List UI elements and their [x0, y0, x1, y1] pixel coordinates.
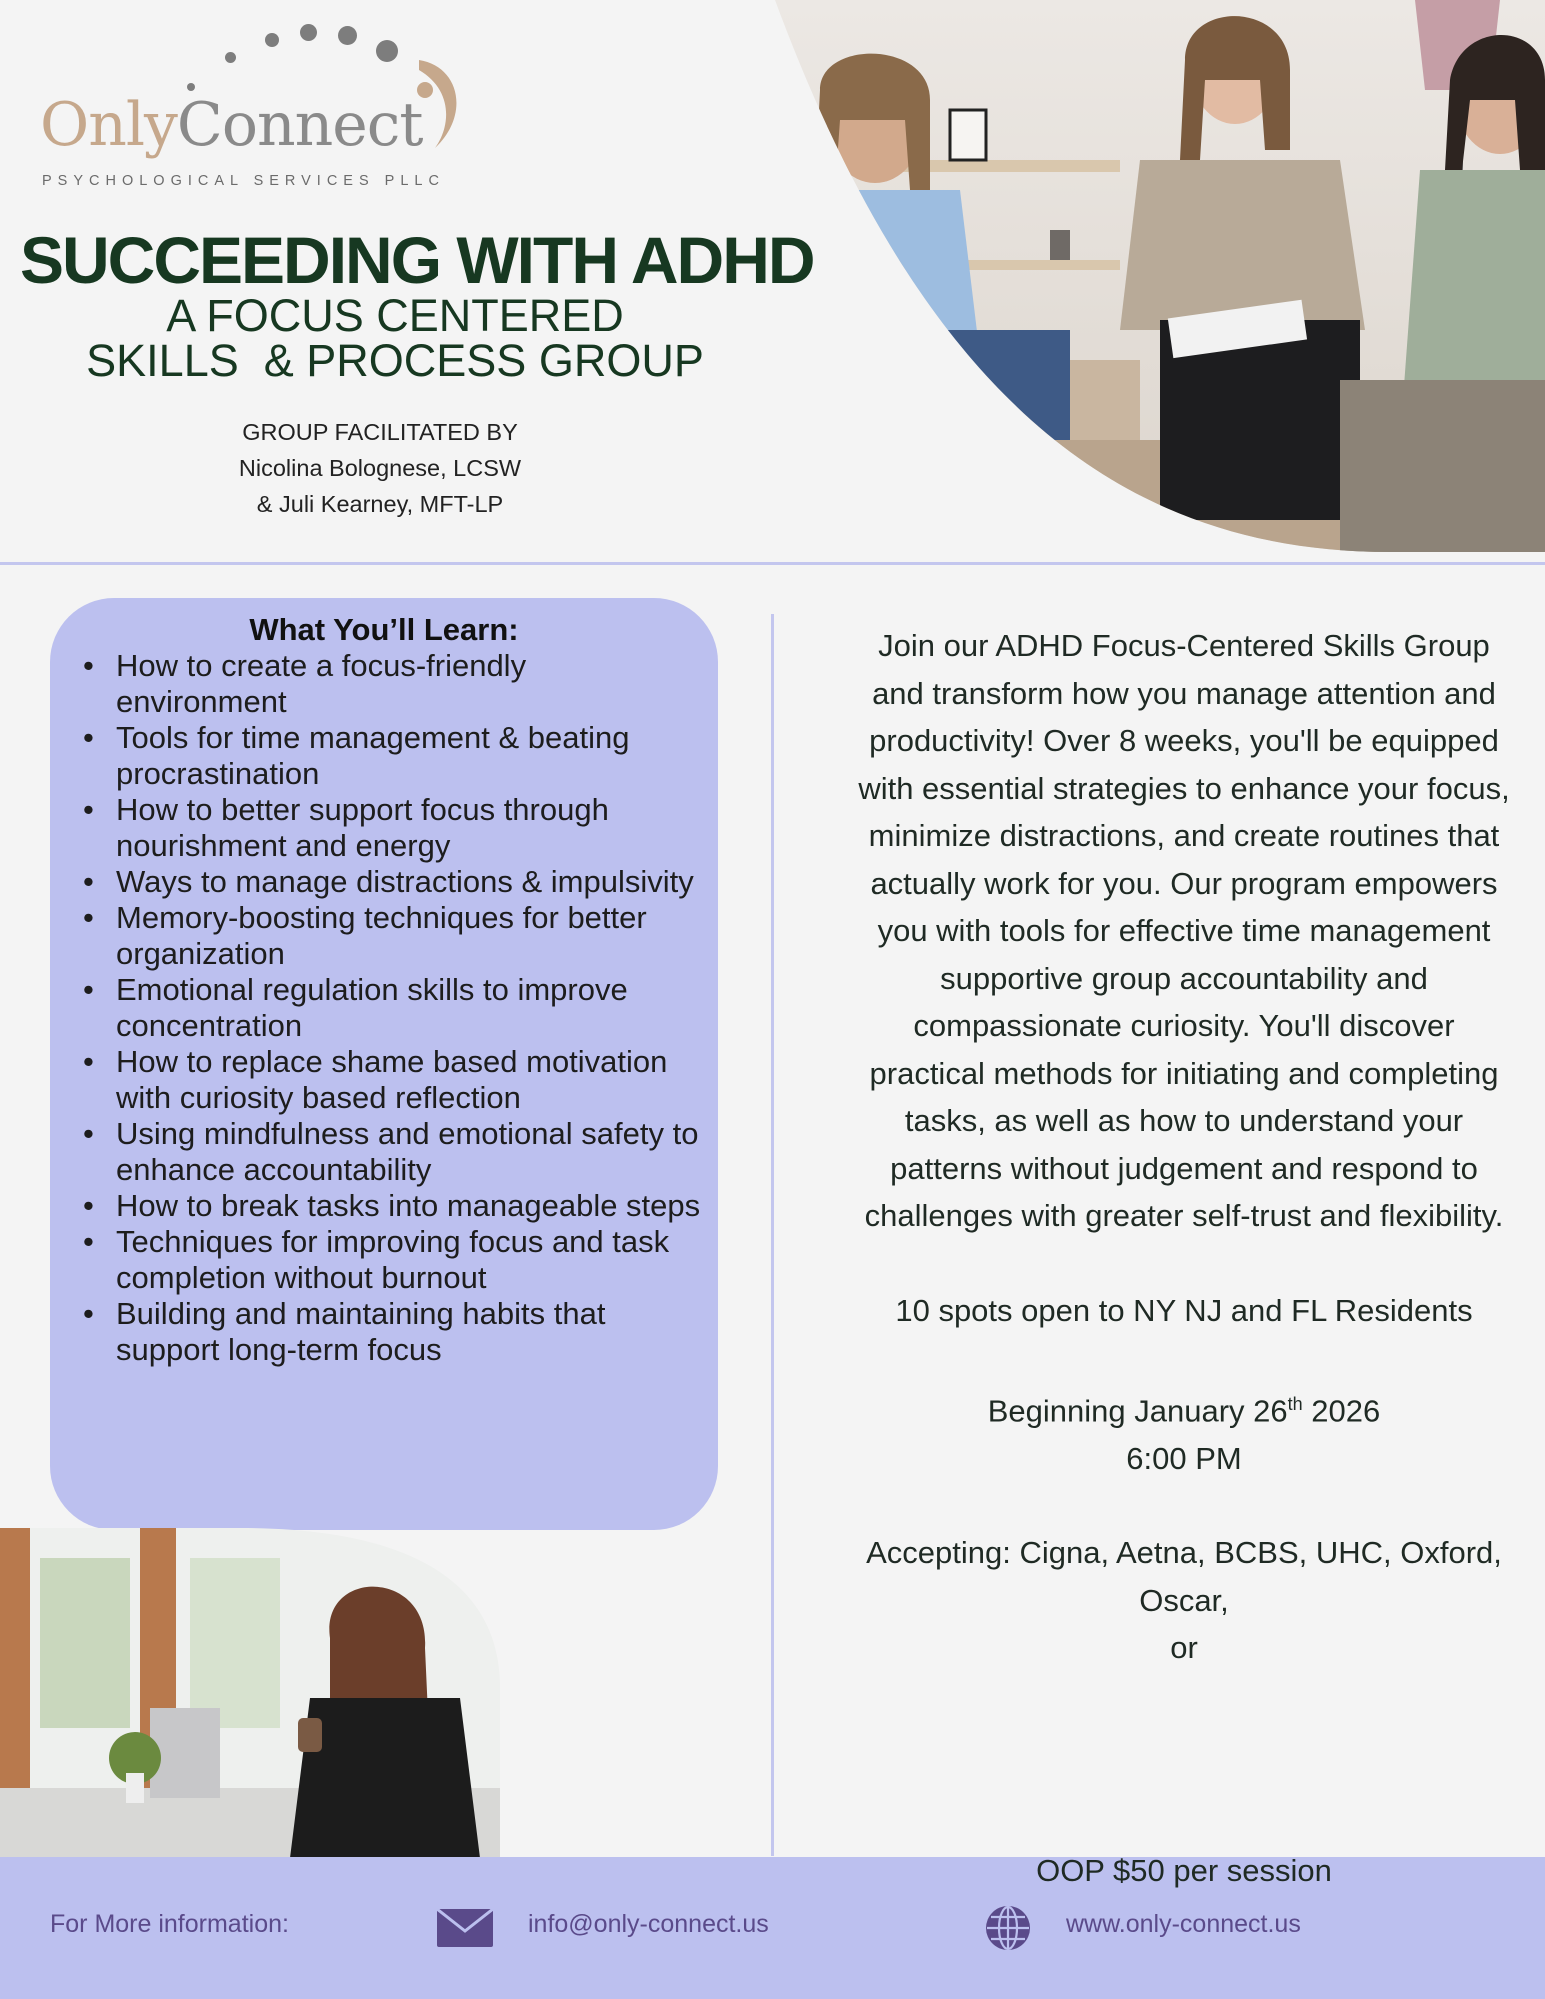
list-item: • How to create a focus-friendly environment [83, 648, 703, 720]
globe-icon [985, 1905, 1031, 1951]
list-item: • Techniques for improving focus and task completion without burnout [83, 1224, 703, 1296]
start-date: Beginning January 26th 2026 [987, 1393, 1381, 1429]
learn-list [83, 648, 703, 1368]
learn-panel [50, 598, 718, 1530]
list-item: • Ways to manage distractions & impulsivity [83, 864, 703, 900]
list-item: • Tools for time management & beating procrastination [83, 720, 703, 792]
logo-subtitle: PSYCHOLOGICAL SERVICES PLLC [42, 173, 445, 189]
woman-working-photo [0, 1528, 500, 1858]
page-title: SUCCEEDING WITH ADHD [20, 223, 814, 297]
logo-dot [225, 52, 236, 63]
group-therapy-photo [700, 0, 1545, 552]
list-item: • Using mindfulness and emotional safety to enhance accountability [83, 1116, 703, 1188]
list-item: • How to replace shame based motivation with curiosity based reflection [83, 1044, 703, 1116]
list-item: • How to better support focus through nourishment and energy [83, 792, 703, 864]
page-subtitle-line1: A FOCUS CENTERED [166, 290, 624, 341]
group-details [858, 622, 1510, 1672]
insurance-text: Accepting: Cigna, Aetna, BCBS, UHC, Oxford, Oscar, [866, 1535, 1502, 1618]
facilitator-1: Nicolina Bolognese, LCSW [238, 455, 522, 481]
learn-heading: What You’ll Learn: [249, 612, 519, 647]
oop-price: OOP $50 per session [1036, 1853, 1332, 1888]
logo-dot [376, 40, 398, 62]
logo-wordmark: OnlyConnect [40, 90, 423, 160]
or-text: or [1170, 1630, 1198, 1666]
website-link[interactable]: www.only-connect.us [1066, 1910, 1301, 1938]
column-divider [771, 614, 774, 1856]
facilitators [180, 414, 580, 522]
page-subtitle-line2: SKILLS & PROCESS GROUP [86, 335, 704, 386]
logo-dot [265, 33, 279, 47]
intro-paragraph: Join our ADHD Focus-Centered Skills Group and transform how you manage attention and productivity! Over 8 weeks, you'll be equipped with essential strategies to enhance your focus, minimize distractions, and create routines that actually work for you. Our program empowers you with tools for effective time management supportive group accountability and compassionate curiosity. You'll discover practical methods for initiating and completing tasks, as well as how to understand your patterns without judgement and respond to challenges with greater self-trust and flexibility. [858, 628, 1510, 1233]
list-item: • Memory-boosting techniques for better organization [83, 900, 703, 972]
facilitator-2: & Juli Kearney, MFT-LP [256, 491, 504, 517]
mail-icon [437, 1909, 493, 1947]
facilitated-label: GROUP FACILITATED BY [242, 419, 518, 445]
header-divider [0, 562, 1545, 565]
list-item: • Emotional regulation skills to improve concentration [83, 972, 703, 1044]
spots-text: 10 spots open to NY NJ and FL Residents [895, 1292, 1473, 1328]
logo-dot [300, 24, 317, 41]
list-item: • How to break tasks into manageable steps [83, 1188, 703, 1224]
footer-label: For More information: [50, 1910, 289, 1938]
start-time: 6:00 PM [1126, 1440, 1242, 1476]
logo-dot [338, 26, 357, 45]
email-link[interactable]: info@only-connect.us [528, 1910, 769, 1938]
list-item: • Building and maintaining habits that support long-term focus [83, 1296, 703, 1368]
